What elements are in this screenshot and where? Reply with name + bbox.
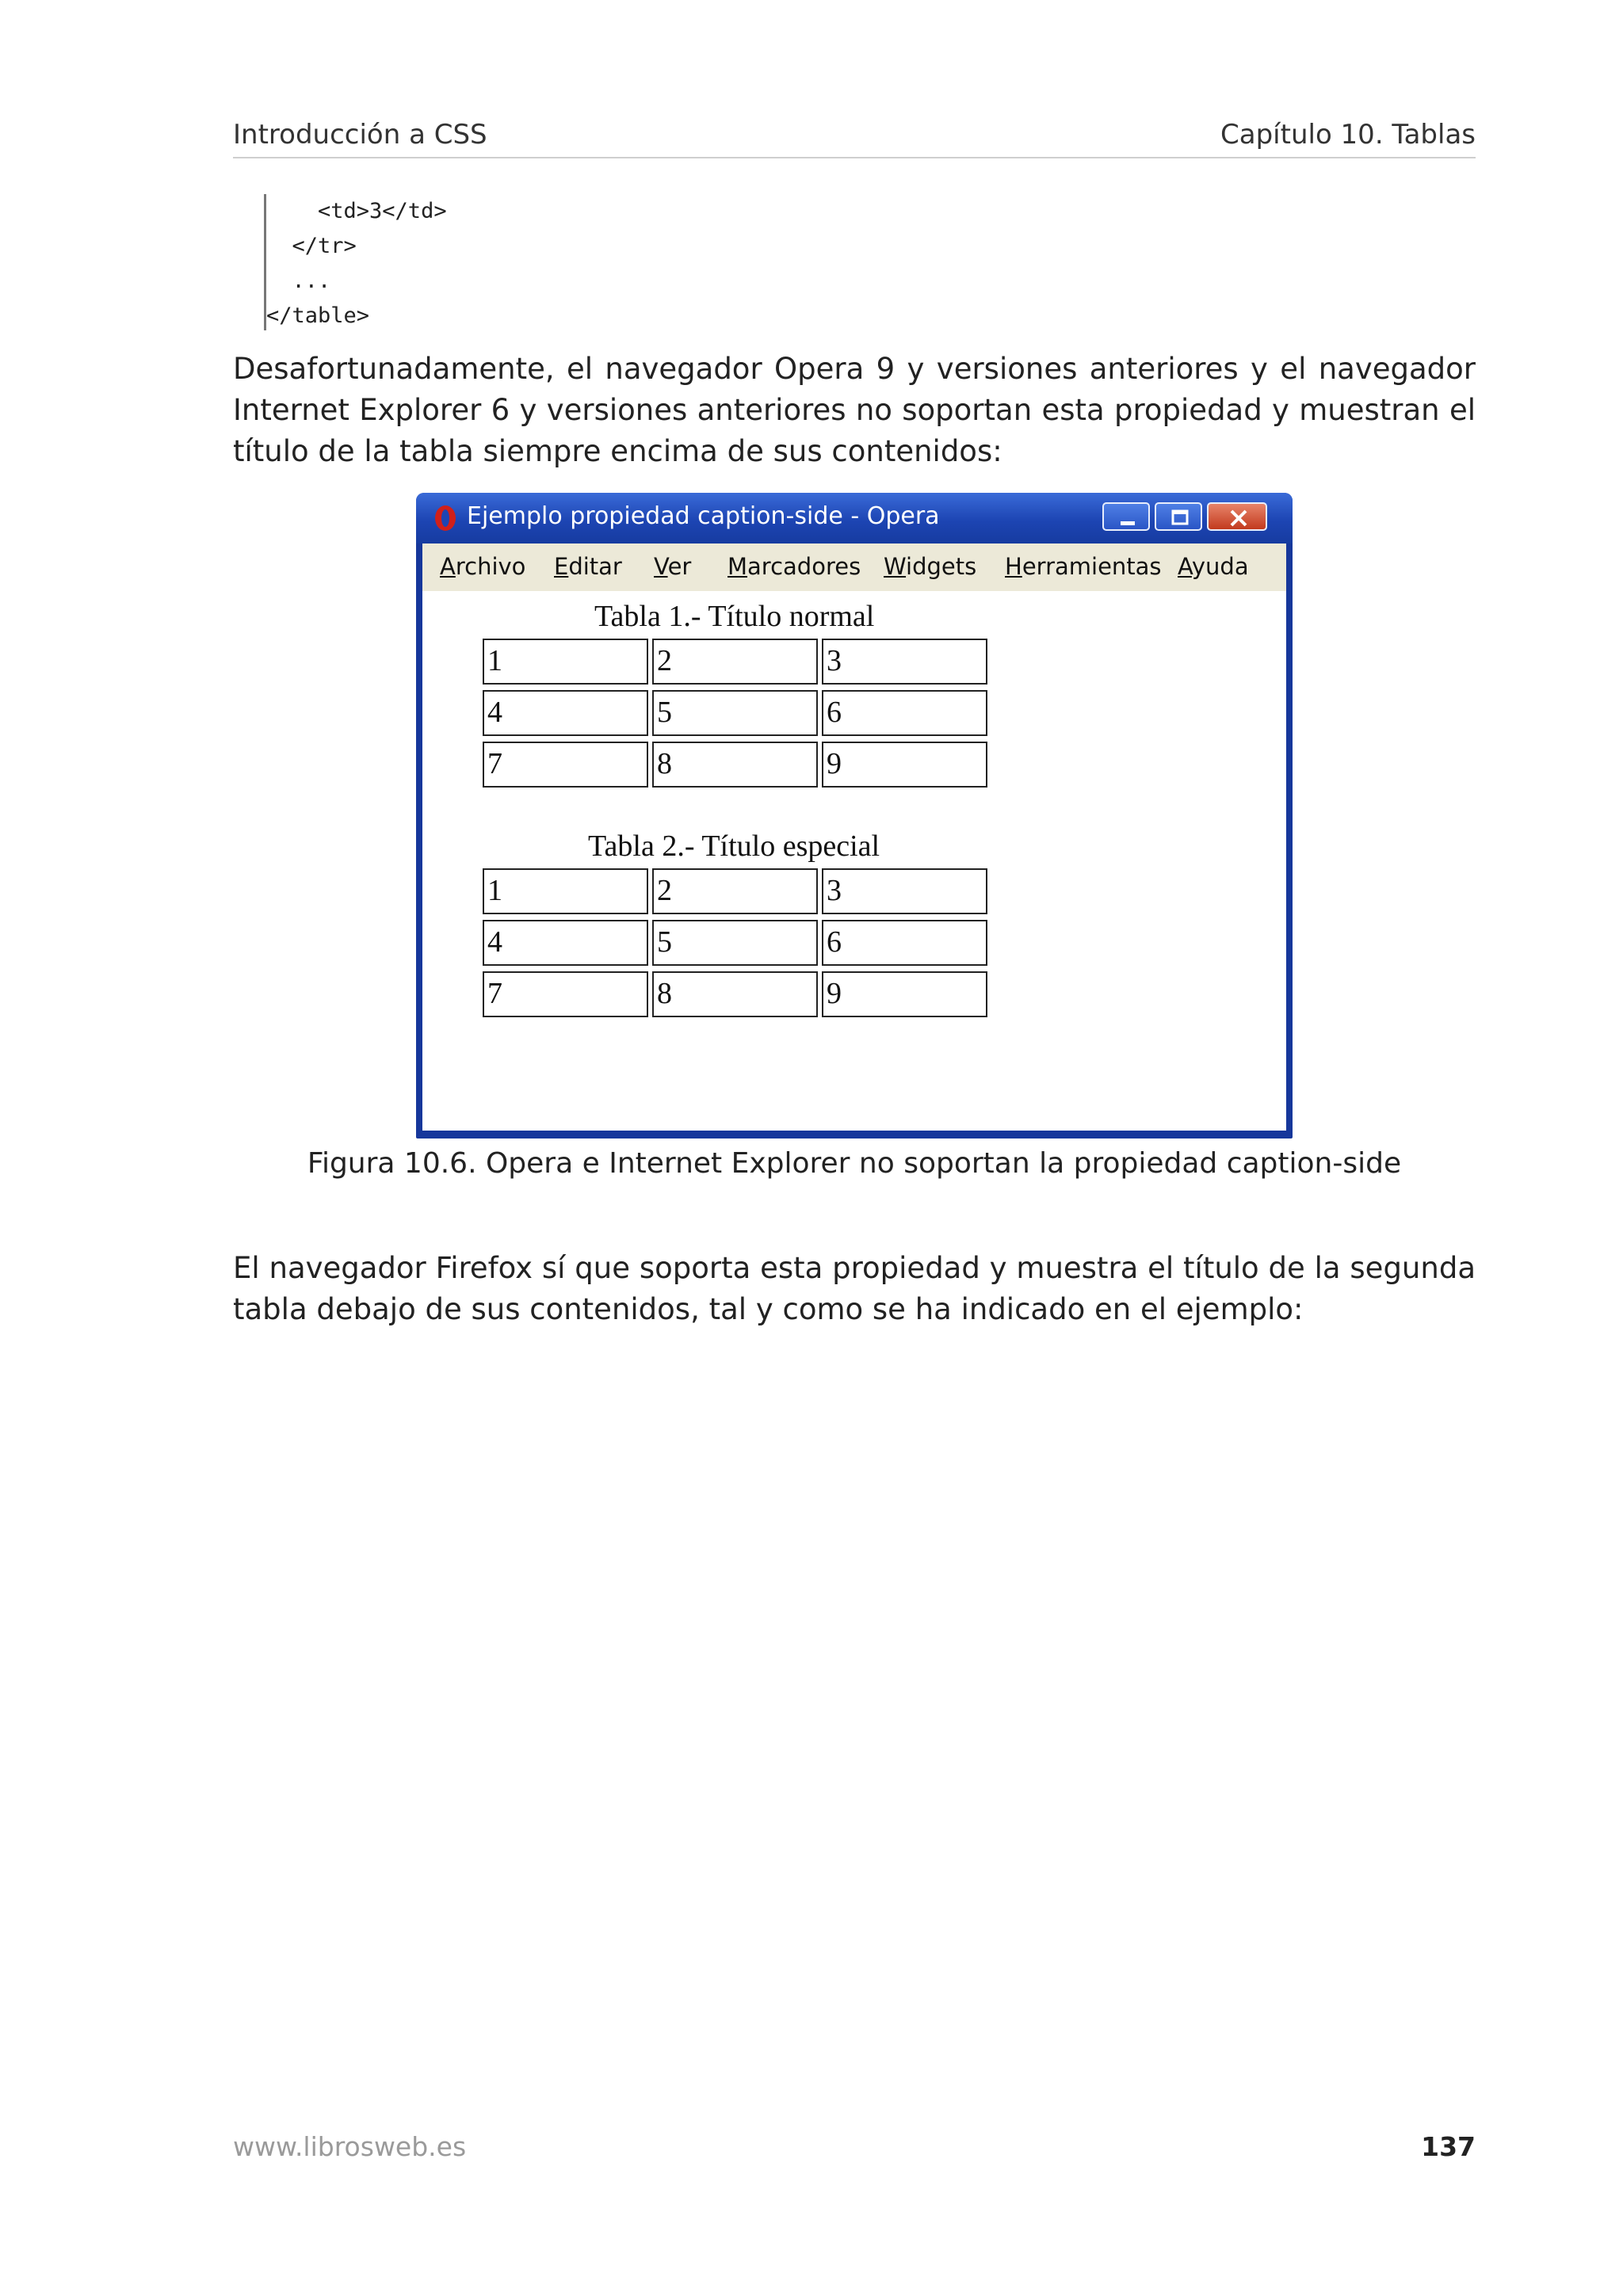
table-2-caption: Tabla 2.- Título especial (588, 830, 880, 863)
menu-editar[interactable]: Editar (554, 553, 622, 580)
table-cell: 4 (483, 920, 648, 966)
table-cell: 6 (822, 690, 987, 736)
maximize-icon (1156, 504, 1204, 532)
table-cell: 5 (652, 690, 818, 736)
page-number: 137 (1421, 2131, 1476, 2162)
table-cell: 2 (652, 868, 818, 914)
minimize-button[interactable] (1102, 502, 1150, 531)
minimize-icon (1104, 504, 1151, 532)
table-cell: 6 (822, 920, 987, 966)
code-line: <td>3</td> (266, 199, 447, 223)
window-titlebar (416, 493, 1293, 543)
header-book-title: Introducción a CSS (233, 119, 487, 151)
table-cell: 8 (652, 971, 818, 1017)
opera-window-screenshot (416, 493, 1293, 1138)
window-title: Ejemplo propiedad caption-side - Opera (467, 502, 940, 530)
table-cell: 9 (822, 971, 987, 1017)
table-1-caption: Tabla 1.- Título normal (594, 600, 875, 633)
table-cell: 2 (652, 639, 818, 685)
menu-marcadores[interactable]: Marcadores (727, 553, 861, 580)
page-viewport (422, 591, 1286, 1131)
paragraph-opera-ie: Desafortunadamente, el navegador Opera 9 y versiones anteriores y el navegador Internet Explorer 6 y versiones anteriores no soportan esta propiedad y muestran el título de la tabla siempre encima de sus contenidos: (233, 352, 1476, 468)
paragraph-firefox: El navegador Firefox sí que soporta esta propiedad y muestra el título de la segunda tabla debajo de sus contenidos, tal y como se ha indicado en el ejemplo: (233, 1251, 1476, 1326)
menu-widgets[interactable]: Widgets (884, 553, 977, 580)
table-cell: 4 (483, 690, 648, 736)
footer-url: www.librosweb.es (233, 2131, 467, 2162)
figure-caption: Figura 10.6. Opera e Internet Explorer no soportan la propiedad caption-side (307, 1147, 1402, 1180)
code-block (264, 194, 663, 330)
table-cell: 7 (483, 742, 648, 788)
table-cell: 1 (483, 868, 648, 914)
code-line: </table> (266, 303, 370, 328)
close-button[interactable] (1207, 502, 1267, 531)
code-line: </tr> (266, 234, 357, 258)
close-icon (1209, 504, 1269, 532)
menu-ver[interactable]: Ver (654, 553, 692, 580)
menu-bar (422, 543, 1286, 591)
menu-herramientas[interactable]: Herramientas (1005, 553, 1162, 580)
table-cell: 9 (822, 742, 987, 788)
table-cell: 3 (822, 868, 987, 914)
menu-ayuda[interactable]: Ayuda (1178, 553, 1249, 580)
table-cell: 1 (483, 639, 648, 685)
header-chapter-title: Capítulo 10. Tablas (1220, 119, 1476, 151)
page-header (233, 117, 1476, 158)
code-line: ... (266, 269, 331, 293)
table-cell: 8 (652, 742, 818, 788)
menu-archivo[interactable]: Archivo (440, 553, 526, 580)
opera-logo-icon (433, 504, 457, 532)
table-cell: 5 (652, 920, 818, 966)
window-client-area (422, 543, 1286, 1131)
maximize-button[interactable] (1155, 502, 1202, 531)
table-cell: 7 (483, 971, 648, 1017)
table-cell: 3 (822, 639, 987, 685)
